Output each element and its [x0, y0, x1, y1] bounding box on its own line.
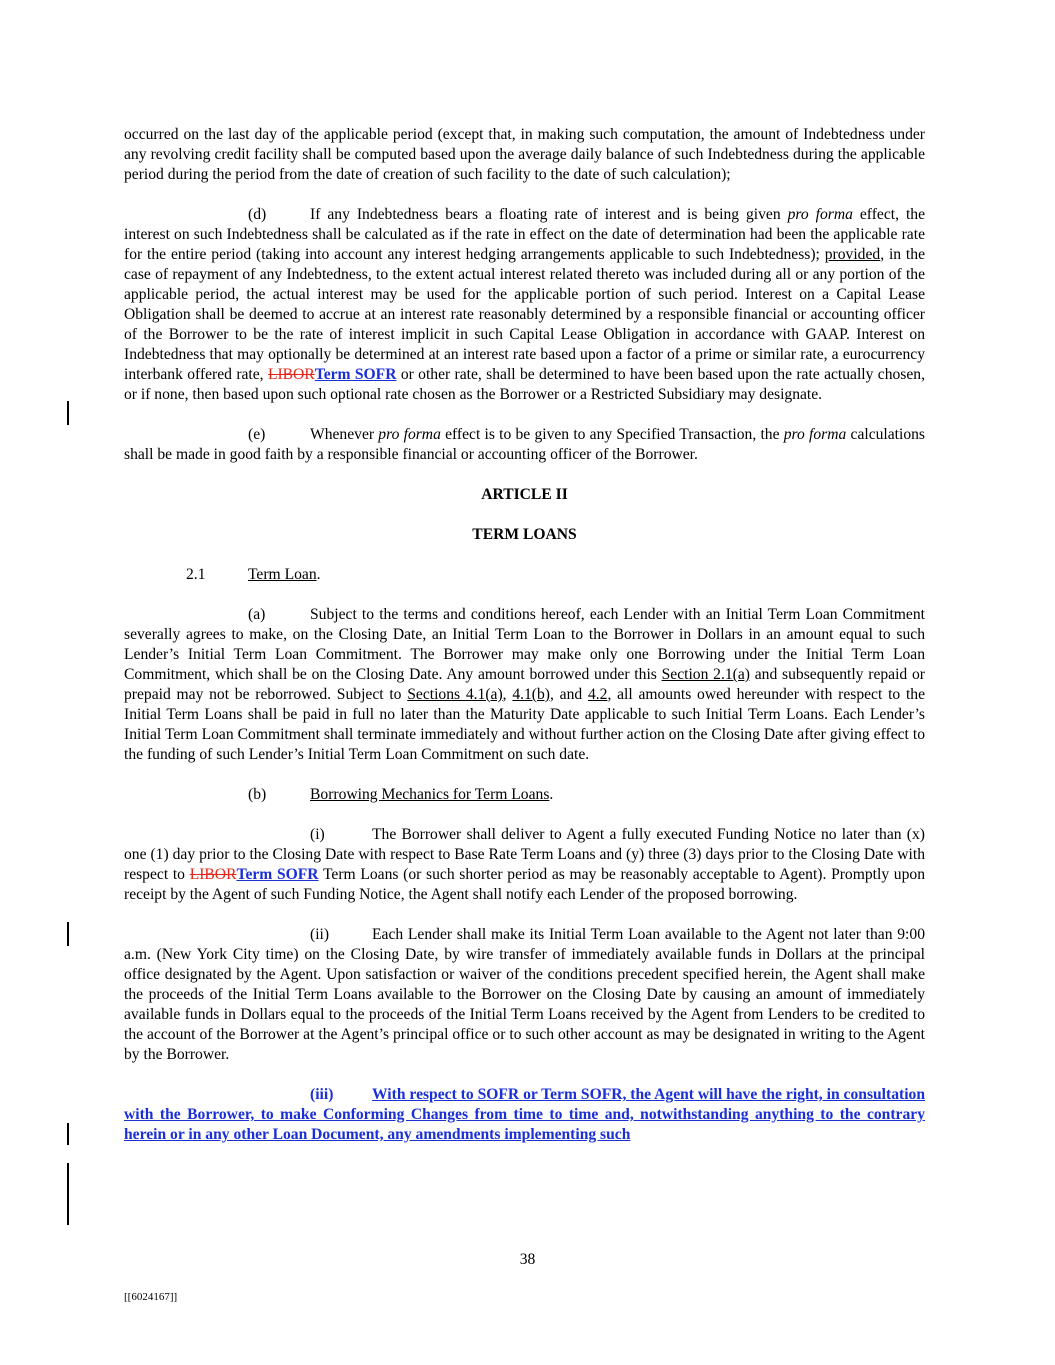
inserted-text: Term SOFR	[236, 866, 319, 883]
document-id: [[6024167]]	[124, 1291, 178, 1303]
inserted-text: Term SOFR	[314, 366, 397, 383]
paragraph-b: (b) Borrowing Mechanics for Term Loans.	[248, 786, 554, 803]
paragraph-a: (a) Subject to the terms and conditions hereof, each Lender with an Initial Term Loan Commitment severally agrees to make, on the Closing Date, an Initial Term Loan to the Borrower in Dollars in an amount equal to such Lender’s Initial Term Loan Commitment. The Borrower may make only one Borrowing under the Initial Term Loan Commitment, which shall be on the Closing Date. Any amount borrowed under this Section 2.1(a) and subsequently repaid or prepaid may not be reborrowed. Subject to Sections 4.1(a), 4.1(b), and 4.2, all amounts owed hereunder with respect to the Initial Term Loans shall be paid in full no later than the Maturity Date applicable to such Initial Term Loans. Each Lender’s Initial Term Loan Commitment shall terminate immediately and without further action on the Closing Date after giving effect to the funding of such Lender’s Initial Term Loan Commitment on such date.	[124, 606, 926, 763]
paragraph-d: (d) If any Indebtedness bears a floating rate of interest and is being given pro forma effect, the interest on such Indebtedness shall be calculated as if the rate in effect on the date of determination had been the applicable rate for the entire period (taking into account any interest hedging arrangements applicable to such Indebtedness); provided, in the case of repayment of any Indebtedness, to the extent actual interest related thereto was included during all or any portion of the applicable period, the actual interest may be used for the applicable portion of such period. Interest on a Capital Lease Obligation shall be deemed to accrue at an interest rate reasonably determined by a responsible financial or accounting officer of the Borrower to be the rate of interest implicit in such Capital Lease Obligation in accordance with GAAP. Interest on Indebtedness that may optionally be determined at an interest rate based upon a factor of a prime or similar rate, a eurocurrency interbank offered rate, LIBORTerm SOFR or other rate, shall be determined to have been based upon the rate actually chosen, or if none, then based upon such optional rate chosen as the Borrower or a Restricted Subsidiary may designate.	[124, 206, 925, 403]
page-number: 38	[519, 1251, 536, 1268]
article-title: TERM LOANS	[472, 526, 577, 543]
change-bar-4	[67, 1163, 69, 1225]
paragraph-b-label: (b)	[248, 786, 267, 803]
paragraph-d-label: (d)	[248, 206, 267, 223]
deleted-text: LIBOR	[189, 866, 237, 883]
section-title: Term Loan	[248, 566, 317, 583]
deleted-text: LIBOR	[267, 366, 315, 383]
paragraph-i: (i) The Borrower shall deliver to Agent a fully executed Funding Notice no later than (x) one (1) day prior to the Closing Date with respect to Base Rate Term Loans and (y) three (3) days prior to the Closing Date with respect to LIBORTerm SOFR Term Loans (or such shorter period as may be reasonably acceptable to Agent). Promptly upon receipt by the Agent of such Funding Notice, the Agent shall notify each Lender of the proposed borrowing.	[124, 826, 925, 903]
paragraph-iii-label: (iii)	[310, 1086, 334, 1103]
paragraph-e: (e) Whenever pro forma effect is to be given to any Specified Transaction, the pro forma calculations shall be made in good faith by a responsible financial or accounting officer of the Borrower.	[124, 426, 925, 463]
paragraph-b-title: Borrowing Mechanics for Term Loans	[310, 786, 550, 803]
paragraph-i-label: (i)	[310, 826, 325, 843]
section-heading: 2.1 Term Loan.	[186, 566, 321, 583]
section-ref: 4.2	[587, 686, 608, 703]
change-bar-3	[67, 1123, 69, 1145]
paragraph-continuation: occurred on the last day of the applicable period (except that, in making such computation, the amount of Indebtedness under any revolving credit facility shall be computed based upon the average daily balance of such Indebtedness during the applicable period during the period from the date of creation of such facility to the date of such calculation);	[124, 126, 925, 183]
paragraph-ii: (ii) Each Lender shall make its Initial Term Loan available to the Agent not later than 9:00 a.m. (New York City time) on the Closing Date, by wire transfer of immediately available funds in Dollars at the principal office designated by the Agent. Upon satisfaction or waiver of the conditions precedent specified herein, the Agent shall make the proceeds of the Initial Term Loans available to the Borrower on the Closing Date by causing an amount of immediately available funds in Dollars equal to the proceeds of the Initial Term Loans received by the Agent from Lenders to be credited to the account of the Borrower at the Agent’s principal office or to such other account as may be designated in writing to the Agent by the Borrower.	[124, 926, 925, 1063]
section-ref: Sections 4.1(a)	[407, 686, 503, 703]
paragraph-iii-inserted: (iii) With respect to SOFR or Term SOFR, the Agent will have the right, in consultation with the Borrower, to make Conforming Changes from time to time and, notwithstanding anything to the contrary herein or in any other Loan Document, any amendments implementing such	[124, 1086, 925, 1143]
provided-term: provided	[824, 246, 881, 263]
section-ref: Section 2.1(a)	[661, 666, 750, 683]
article-number: ARTICLE II	[481, 486, 568, 503]
change-bar-2	[67, 922, 69, 946]
paragraph-ii-label: (ii)	[310, 926, 330, 943]
change-bar-1	[67, 401, 69, 425]
section-ref: 4.1(b)	[512, 686, 550, 703]
section-number: 2.1	[186, 566, 206, 583]
paragraph-e-label: (e)	[248, 426, 266, 443]
body-text	[124, 125, 925, 1165]
paragraph-a-label: (a)	[248, 606, 266, 623]
